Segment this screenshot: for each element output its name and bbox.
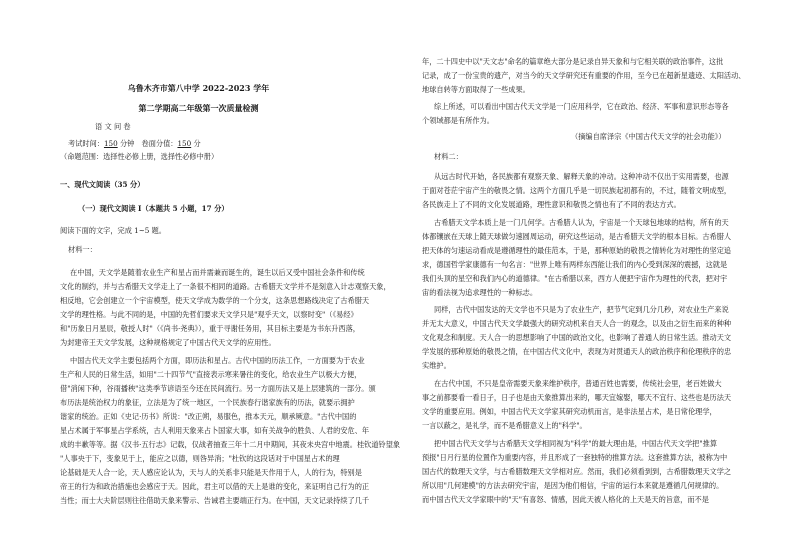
paragraph-line: 成的丰歉等等。据《汉书·五行志》记载，仅战者抽查三年十二月中期间，其夜未央宫中地震。桂钦道铃望象	[60, 440, 401, 449]
paragraph-line: 事之前都要看一看日子，日子也是由天象推算出来的，哪天宜嫁娶，哪天不宜行、这些也是历法天	[422, 393, 732, 402]
paragraph-line: 文学的重要应用。例如，中国古代天文学家其研究动机而言，是非法星占术，是日常伦理学，	[422, 407, 717, 416]
paragraph-line: 星占术属于军事星占学系统，古人利用天象来占卜国家大事，如有关战争的胜负、人君的安危、年	[60, 426, 370, 435]
paragraph-line: 把天体的匀速运动看成是遵循理性的最佳范本，于是，那种原始的敬畏之情转化为对理性的坚定追	[422, 246, 732, 255]
material-two-label: 材料二：	[434, 152, 463, 161]
paragraph-line: 地球自转等方面取得了一些成果。	[422, 85, 530, 94]
paragraph-line: 宙的看法视为追求理性的一种标志。	[422, 288, 538, 297]
exam-title: 第二学期高二年级第一次质量检测	[138, 104, 259, 113]
paragraph-line: 求，德国哲学家康德有一句名言："世界上唯有两样东西能让我们的内心受到深深的震撼，这就是	[422, 260, 728, 269]
subsection-title: （一）现代文阅读 I（本题共 5 小题，17 分）	[78, 204, 229, 213]
subject-title: 语 文 问 卷	[95, 122, 131, 131]
paragraph-line: 而中国古代天文学家眼中的"天"有喜怒、情感，因此天被人格化的上天是天的旨意，而不是	[422, 495, 709, 504]
time-label: 考试时间：	[68, 139, 104, 148]
citation: （摘编自席泽宗《中国古代天文学的社会功能》）	[571, 132, 726, 141]
paragraph-line: 文学的理性格。与此不同的是，中国的先哲们要求天文学只是"观乎天文，以察时变"（《易经》	[60, 310, 358, 319]
paragraph-line: 文化的制约，并与古希腊天文学走上了一条很不相同的道路。古希腊天文学并不是刻意入计志观察天象，	[60, 282, 391, 291]
paragraph-line: 帝王的行为和政治措施也会感应于天。因此，君主可以借的天上是谁的变化，来证明自己行为的正	[60, 482, 370, 491]
paragraph-line: 借"消闲下种，谷雨播秧"这类季节谚语至今还在民间流行。另一方面历法又是上层建筑的一部分。颁	[60, 384, 376, 393]
paragraph-line: 国古代的数理天文学，与古希腊数理天文学相对应。然而，我们必须看到到，古希腊数理天文学之	[422, 467, 732, 476]
section-title: 一、现代文阅读（35 分）	[60, 180, 145, 189]
paragraph-line: 年，二十四史中以"天文志"命名的篇章绝大部分是记录自异天象和与它相关联的政治事件，这批	[422, 57, 724, 66]
paragraph-line: 文化观念和制度。天人合一的思想影响了中国的政治文化，也影响了普通人的日常生活。推动天文	[422, 333, 732, 342]
material-one-label: 材料一：	[68, 245, 97, 254]
paragraph-line: 古希腊天文学本质上是一门几何学。古希腊人认为，宇宙是一个天球包地球的结构，所有的天	[434, 218, 729, 227]
time-unit: 分钟 卷面分值：	[117, 139, 178, 148]
paragraph-line: 记录，成了一份宝贵的遗产，对当今的天文学研究还有重要的作用，至今已在超新星遗迹、太阳活动、	[422, 71, 746, 80]
time-value: 150	[103, 139, 118, 148]
paragraph-line: 在古代中国，不只是皇帝需要天象来维护秩序，普通百姓也需要，传统社会里，老百姓做大	[434, 379, 722, 388]
paragraph-line: 从远古时代开始，各民族都有观察天象、解释天象的冲动。这种冲动不仅出于实用需要，也源	[434, 172, 729, 181]
paragraph-line: 相反地，它会创建立一个宇宙模型，使天文学成为数学的一个分支，这条思想路线决定了古希腊天	[60, 296, 370, 305]
paragraph-line: 综上所述，可以看出中国古代天文学是一门应用科学，它在政治、经济、军事和意识形态等各	[434, 102, 729, 111]
paragraph-line: "人事央于下，变象见于上，能应之以德，则咎异消；"杜钦的这段话对于中国星占术的理	[60, 454, 340, 463]
paragraph-line: 把中国古代天文学与古希腊天文学相同视为"科学"的最大理由是，中国古代天文学把"推算	[434, 439, 718, 448]
paragraph-line: 在中国，天文学是随着农业生产和星占而并需兼而诞生的，诞生以后又受中国社会条件和传统	[70, 268, 365, 277]
paragraph-line: 论基础是天人合一论，天人感应论认为，天与人的关系非只能是天作用于人，人的行为，特别是	[60, 468, 362, 477]
school-title: 乌鲁木齐市第八中学 2022-2023 学年	[127, 84, 270, 93]
paragraph-line: 一言以蔽之，是礼学，而不是希腊意义上的"科学"。	[422, 421, 587, 430]
paragraph-line: 布历法是统治权力的象征，立法是为了统一地区，一个民族春行谐家族有的历法，就要示拥护	[60, 398, 355, 407]
paragraph-line: 体都镶嵌在天球上随天球做匀速圆周运动，研究这些运动，是古希腊天文学的根本目标。古希腊人	[422, 232, 732, 241]
paragraph-line: 预报"日月行星的位置作为重要内容，并且形成了一套独特的推算方法。这套推算方法，被称为中	[422, 453, 728, 462]
paragraph-line: 所以用"几何建模"的方法去研究宇宙，是因为他们相信，宇宙的运行本来就是遵循几何规律的。	[422, 481, 724, 490]
paragraph-line: 为封建帝王天文学发展，这种规格规定了中国古代天文学的应用性。	[60, 338, 276, 347]
paragraph-line: 个领域都是有所作为。	[422, 116, 494, 125]
paragraph-line: 同样，古代中国发达的天文学也不只是为了农业生产，把节气定到几分几秒，对农业生产来说	[434, 305, 729, 314]
paragraph-line: 当性；而士大夫阶层则往往借助天象来警示、告诫君主要端正行为。在中国，天文记录持续了几千	[60, 496, 370, 505]
paragraph-line: 学发展的那种原始的敬畏之情，在中国古代文化中，表现为对贯通天人的政治秩序和伦理秩序的忠	[422, 347, 732, 356]
paragraph-line: 并无太大意义，中国古代天文学最强大的研究动机来自天人合一的观念，以及由之衍生而来的种种	[422, 319, 732, 328]
exam-scope: （命题范围：选择性必修上册，选择性必修中册）	[60, 152, 219, 161]
score-value: 150	[177, 139, 192, 148]
paragraph-line: 我们头顶的星空和我们内心的道德律。"在古希腊以来，西方人便把宇宙作为理性的代表，把对宇	[422, 274, 728, 283]
reading-instruction: 阅读下面的文字，完成 1~5 题。	[60, 226, 166, 235]
paragraph-line: 和"历象日月星辰，敬授人时"（《尚书·尧典》），重于寻谢任务用，其目标主要是为书东升西落，	[60, 324, 360, 333]
paragraph-line: 生产和人民的日常生活，如用"二十四节气"直接表示寒来暑往的变化，给农业生产以极大方便，	[60, 370, 362, 379]
paragraph-line: 谐家的统治。正如《史记·历书》所说："改正朔，易服色，推本天元，顺承厥意。"古代中国的	[60, 412, 357, 421]
paragraph-line: 各民族走上了不同的文化发展道路，理性意识和敬畏之情也有了不同的表达方式。	[422, 200, 681, 209]
score-unit: 分	[191, 139, 201, 148]
exam-meta	[68, 139, 201, 148]
paragraph-line: 中国古代天文学主要包括两个方面，即历法和星占。古代中国的历法工作，一方面要为于农业	[70, 356, 365, 365]
paragraph-line: 于面对苍茫宇宙产生的敬畏之情。这两个方面几乎是一切民族起初都有的，不过，随着文明成型，	[422, 186, 732, 195]
paragraph-line: 实维护。	[422, 361, 451, 370]
